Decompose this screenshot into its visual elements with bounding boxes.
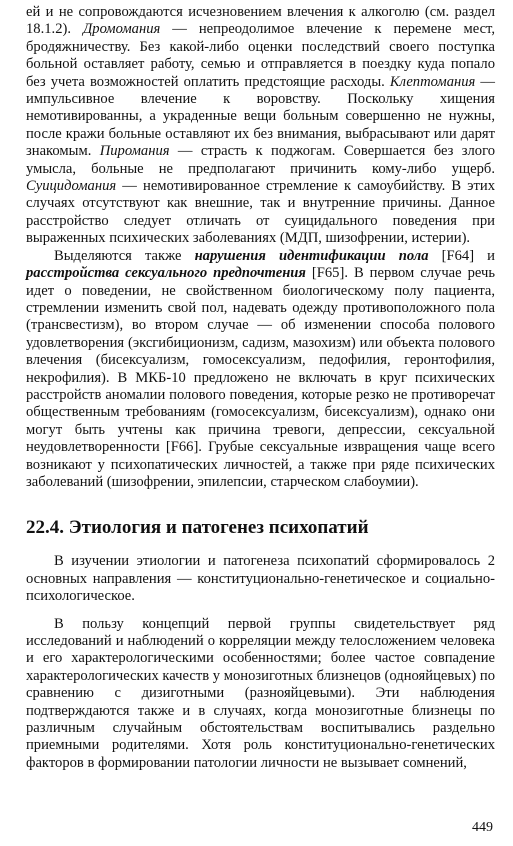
term-suicidomania: Суицидомания [26,178,117,195]
text-run: — непреодолимое влечение к перемене мест, бродяжничеству. Без какой-либо оценки последствий своего поступка больной оставляет работу, семью и отправляется в поездку куда попало без учета возможностей оплатить предстоящие расходы. [26,21,495,90]
term-kleptomania: Клептомания [389,73,476,90]
text-run: [F64] и [428,247,495,264]
text-run: Выделяются также [54,247,195,264]
page-number: 449 [472,820,493,835]
text-run: — немотивированное стремление к самоубийству. В этих случаях отсутствуют как внешние, так и внутренние причины. Данное расстройство следует отличать от суицидального поведения при выраженных психических заболеваниях (МДП, шизофрении, истерии). [26,178,495,247]
term-pyromania: Пиромания [99,143,170,160]
paragraph-constitutional: В пользу концепций первой группы свидетельствует ряд исследований и наблюдений о корреляции между телосложением человека и его характерологическими особенностями; более частое совпадение характерологических качеств у монозиготных близнецов (однояйцевых) по сравнению с дизиготными (разнояйцевыми). Эти наблюдения подтверждаются также и в случаях, когда монозиготные близнецы по различным случайным обстоятельствам воспитывались раздельно приемными родителями. Хотя роль конституционально-генетических факторов в формировании патологии личности не вызывает сомнений, [26,615,495,771]
text-run: — страсть к поджогам. Совершается без злого умысла, больные не предполагают причинить кому-либо ущерб. [26,143,496,177]
term-dromomania: Дромомания [82,21,161,38]
term-sexual-preference: расстройства сексуального предпочтения [26,265,306,282]
paragraph-sexual-disorders [26,248,495,492]
paragraph-manias [26,4,495,248]
paragraph-etiology-intro: В изучении этиологии и патогенеза психопатий сформировалось 2 основных направления — конституционально-генетическое и социально-психологическое. [26,553,495,605]
term-gender-identity: нарушения идентификации пола [194,247,429,264]
text-run: — импульсивное влечение к воровству. Поскольку хищения немотивированны, а украденные вещи больным совершенно не нужны, после кражи больные оставляют их без внимания, выбрасывают или дарят знакомым. [26,73,496,160]
text-run: ей и не сопровождаются исчезновением влечения к алкоголю (см. раздел 18.1.2). [26,4,495,38]
text-run: [F65]. В первом случае речь идет о поведении, не свойственном биологическому полу пациента, стремлении изменить свой пол, надевать одежду противоположного пола (трансвестизм), во втором случае — об изменении способа полового удовлетворения (эксгибиционизм, садизм, мазохизм) или объекта полового влечения (бисексуализм, гомосексуализм, педофилия, геронтофилия, некрофилия). В МКБ-10 предложено не включать в круг психических расстройств аномалии полового поведения, которые резко не противоречат общественным требованиям (гомосексуализм, бисексуализм), однако они могут быть учтены как причина тревоги, депрессии, сексуальной неудовлетворенности [F66]. Грубые сексуальные извращения чаще всего возникают у психопатических личностей, а также при ряде психических заболеваний (шизофрении, эпилепсии, старческом слабоумии). [26,265,495,490]
section-heading: 22.4. Этиология и патогенез психопатий [26,517,369,539]
